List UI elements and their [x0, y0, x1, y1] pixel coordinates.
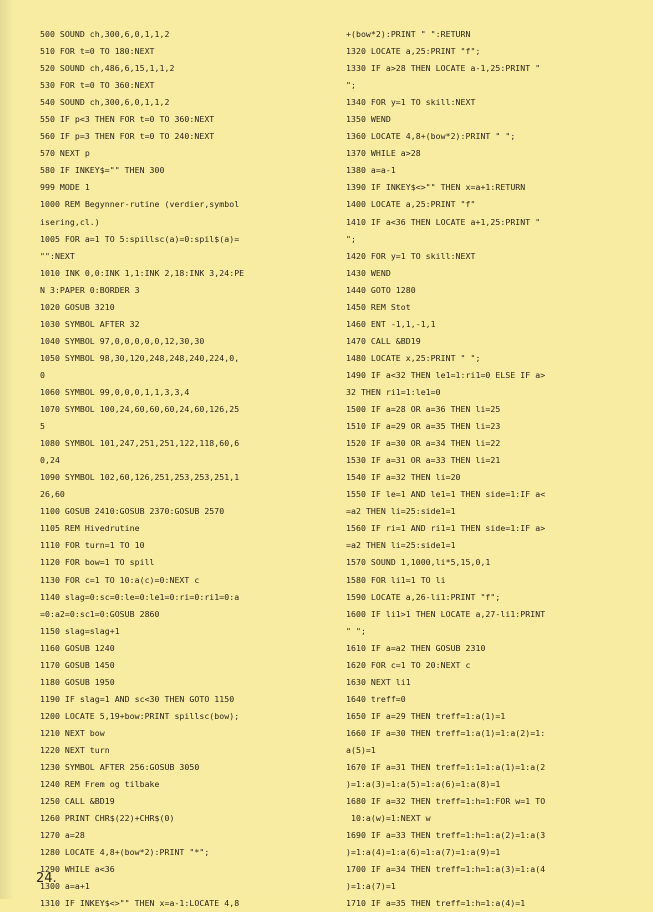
code-line: 1590 LOCATE a,26-li1:PRINT "f"; — [346, 591, 501, 602]
code-line: 510 FOR t=0 TO 180:NEXT — [40, 46, 155, 57]
code-line: 1630 NEXT li1 — [346, 676, 411, 687]
code-line: 1170 GOSUB 1450 — [40, 659, 115, 670]
code-line: 530 FOR t=0 TO 360:NEXT — [40, 80, 155, 91]
code-line: "; — [346, 80, 356, 91]
code-column-left — [40, 26, 326, 912]
code-line: 1010 INK 0,0:INK 1,1:INK 2,18:INK 3,24:PE — [40, 267, 245, 278]
code-line: 1310 IF INKEY$<>"" THEN x=a-1:LOCATE 4,8 — [40, 898, 240, 909]
code-line: 1670 IF a=31 THEN treff=1:1=1:a(1)=1:a(2 — [346, 762, 546, 773]
code-line: 0,24 — [40, 455, 60, 466]
code-line: 10:a(w)=1:NEXT w — [346, 813, 431, 824]
code-line: 1580 FOR li1=1 TO li — [346, 574, 446, 585]
code-line: 1100 GOSUB 2410:GOSUB 2370:GOSUB 2570 — [40, 506, 225, 517]
code-line: 5 — [40, 421, 45, 432]
page-fold-shadow — [0, 0, 14, 899]
code-line: 1150 slag=slag+1 — [40, 625, 120, 636]
code-line: 1650 IF a=29 THEN treff=1:a(1)=1 — [346, 710, 506, 721]
code-line: N 3:PAPER 0:BORDER 3 — [40, 284, 140, 295]
code-line: 1430 WEND — [346, 267, 391, 278]
code-line: 1350 WEND — [346, 114, 391, 125]
code-line: " "; — [346, 625, 366, 636]
code-line: 1180 GOSUB 1950 — [40, 676, 115, 687]
code-line: 1420 FOR y=1 TO skill:NEXT — [346, 250, 476, 261]
code-line: 32 THEN ri1=1:le1=0 — [346, 386, 441, 397]
code-line: =a2 THEN li=25:side1=1 — [346, 540, 456, 551]
code-line: 0 — [40, 369, 45, 380]
code-line: 26,60 — [40, 489, 65, 500]
code-line: 1000 REM Begynner-rutine (verdier,symbol — [40, 199, 240, 210]
code-line: =0:a2=0:sc1=0:GOSUB 2860 — [40, 608, 160, 619]
code-line: 1270 a=28 — [40, 830, 85, 841]
code-line: 1600 IF li1>1 THEN LOCATE a,27-li1:PRINT — [346, 608, 546, 619]
code-line: 1090 SYMBOL 102,60,126,251,253,253,251,1 — [40, 472, 240, 483]
code-line: 1190 IF slag=1 AND sc<30 THEN GOTO 1150 — [40, 693, 235, 704]
code-line: 500 SOUND ch,300,6,0,1,1,2 — [40, 29, 170, 39]
code-line: 1110 FOR turn=1 TO 10 — [40, 540, 145, 551]
code-line: 1140 slag=0:sc=0:le=0:le1=0:ri=0:ri1=0:a — [40, 591, 240, 602]
code-line: )=1:a(7)=1 — [346, 881, 396, 892]
code-line: +(bow*2):PRINT " ":RETURN — [346, 29, 471, 39]
code-line: )=1:a(3)=1:a(5)=1:a(6)=1:a(8)=1 — [346, 779, 501, 790]
code-line: 1160 GOSUB 1240 — [40, 642, 115, 653]
code-line: 1540 IF a=32 THEN li=20 — [346, 472, 461, 483]
code-line: 560 IF p=3 THEN FOR t=0 TO 240:NEXT — [40, 131, 215, 142]
code-line: 1390 IF INKEY$<>"" THEN x=a+1:RETURN — [346, 182, 526, 193]
code-line: 1080 SYMBOL 101,247,251,251,122,118,60,6 — [40, 438, 240, 449]
code-line: 570 NEXT p — [40, 148, 90, 159]
code-line: 1300 a=a+1 — [40, 881, 90, 892]
code-line: 1370 WHILE a>28 — [346, 148, 421, 159]
code-line: 999 MODE 1 — [40, 182, 90, 193]
code-line: 1120 FOR bow=1 TO spill — [40, 557, 155, 568]
code-line: 1710 IF a=35 THEN treff=1:h=1:a(4)=1 — [346, 898, 526, 909]
code-line: 1560 IF ri=1 AND ri1=1 THEN side=1:IF a> — [346, 523, 546, 534]
code-line: 1240 REM Frem og tilbake — [40, 779, 160, 790]
code-line: 1040 SYMBOL 97,0,0,0,0,0,12,30,30 — [40, 335, 205, 346]
code-line: 1410 IF a<36 THEN LOCATE a+1,25:PRINT " — [346, 216, 541, 227]
code-line: 1530 IF a=31 OR a=33 THEN li=21 — [346, 455, 501, 466]
code-line: 1460 ENT -1,1,-1,1 — [346, 318, 436, 329]
code-line: 1440 GOTO 1280 — [346, 284, 416, 295]
code-line: 1570 SOUND 1,1000,li*5,15,0,1 — [346, 557, 491, 568]
code-line: isering,cl.) — [40, 216, 100, 227]
code-line: 1060 SYMBOL 99,0,0,0,1,1,3,3,4 — [40, 386, 190, 397]
code-line: 1130 FOR c=1 TO 10:a(c)=0:NEXT c — [40, 574, 200, 585]
code-line: 1510 IF a=29 OR a=35 THEN li=23 — [346, 421, 501, 432]
code-line: 1210 NEXT bow — [40, 727, 105, 738]
code-line: 1070 SYMBOL 100,24,60,60,60,24,60,126,25 — [40, 404, 240, 415]
code-line: 1290 WHILE a<36 — [40, 864, 115, 875]
code-line: 550 IF p<3 THEN FOR t=0 TO 360:NEXT — [40, 114, 215, 125]
code-line: 1690 IF a=33 THEN treff=1:h=1:a(2)=1:a(3 — [346, 830, 546, 841]
code-line: 540 SOUND ch,300,6,0,1,1,2 — [40, 97, 170, 108]
code-line: 1360 LOCATE 4,8+(bow*2):PRINT " "; — [346, 131, 516, 142]
code-line: 1050 SYMBOL 98,30,120,248,248,240,224,0, — [40, 352, 240, 363]
code-line: 1340 FOR y=1 TO skill:NEXT — [346, 97, 476, 108]
code-line: 1020 GOSUB 3210 — [40, 301, 115, 312]
code-line: 1490 IF a<32 THEN le1=1:ri1=0 ELSE IF a> — [346, 369, 546, 380]
code-line: 1330 IF a>28 THEN LOCATE a-1,25:PRINT " — [346, 63, 541, 74]
code-line: 1470 CALL &BD19 — [346, 335, 421, 346]
code-line: 1200 LOCATE 5,19+bow:PRINT spillsc(bow); — [40, 710, 240, 721]
code-line: 1620 FOR c=1 TO 20:NEXT c — [346, 659, 471, 670]
page-number: 24. — [36, 871, 57, 886]
code-line: 520 SOUND ch,486,6,15,1,1,2 — [40, 63, 175, 74]
code-line: 1220 NEXT turn — [40, 744, 110, 755]
code-line: 580 IF INKEY$="" THEN 300 — [40, 165, 165, 176]
code-line: 1320 LOCATE a,25:PRINT "f"; — [346, 46, 481, 57]
code-line: 1480 LOCATE x,25:PRINT " "; — [346, 352, 481, 363]
code-line: )=1:a(4)=1:a(6)=1:a(7)=1:a(9)=1 — [346, 847, 501, 858]
code-line: =a2 THEN li=25:side1=1 — [346, 506, 456, 517]
code-line: 1640 treff=0 — [346, 693, 406, 704]
code-line: 1005 FOR a=1 TO 5:spillsc(a)=0:spil$(a)= — [40, 233, 240, 244]
code-line: a(5)=1 — [346, 744, 376, 755]
code-column-right — [346, 26, 614, 912]
code-line: "; — [346, 233, 356, 244]
code-line: 1660 IF a=30 THEN treff=1:a(1)=1:a(2)=1: — [346, 727, 546, 738]
code-line: 1500 IF a=28 OR a=36 THEN li=25 — [346, 404, 501, 415]
code-line: 1700 IF a=34 THEN treff=1:h=1:a(3)=1:a(4 — [346, 864, 546, 875]
code-line: 1520 IF a=30 OR a=34 THEN li=22 — [346, 438, 501, 449]
code-line: 1230 SYMBOL AFTER 256:GOSUB 3050 — [40, 762, 200, 773]
code-line: 1380 a=a-1 — [346, 165, 396, 176]
code-line: 1450 REM Stot — [346, 301, 411, 312]
code-line: 1400 LOCATE a,25:PRINT "f" — [346, 199, 476, 210]
code-line: 1280 LOCATE 4,8+(bow*2):PRINT "*"; — [40, 847, 210, 858]
code-line: 1610 IF a=a2 THEN GOSUB 2310 — [346, 642, 486, 653]
code-line: 1250 CALL &BD19 — [40, 796, 115, 807]
code-line: 1260 PRINT CHR$(22)+CHR$(0) — [40, 813, 175, 824]
code-line: 1030 SYMBOL AFTER 32 — [40, 318, 140, 329]
code-line: 1105 REM Hivedrutine — [40, 523, 140, 534]
code-line: "":NEXT — [40, 250, 75, 261]
code-line: 1550 IF le=1 AND le1=1 THEN side=1:IF a< — [346, 489, 546, 500]
code-line: 1680 IF a=32 THEN treff=1:h=1:FOR w=1 TO — [346, 796, 546, 807]
